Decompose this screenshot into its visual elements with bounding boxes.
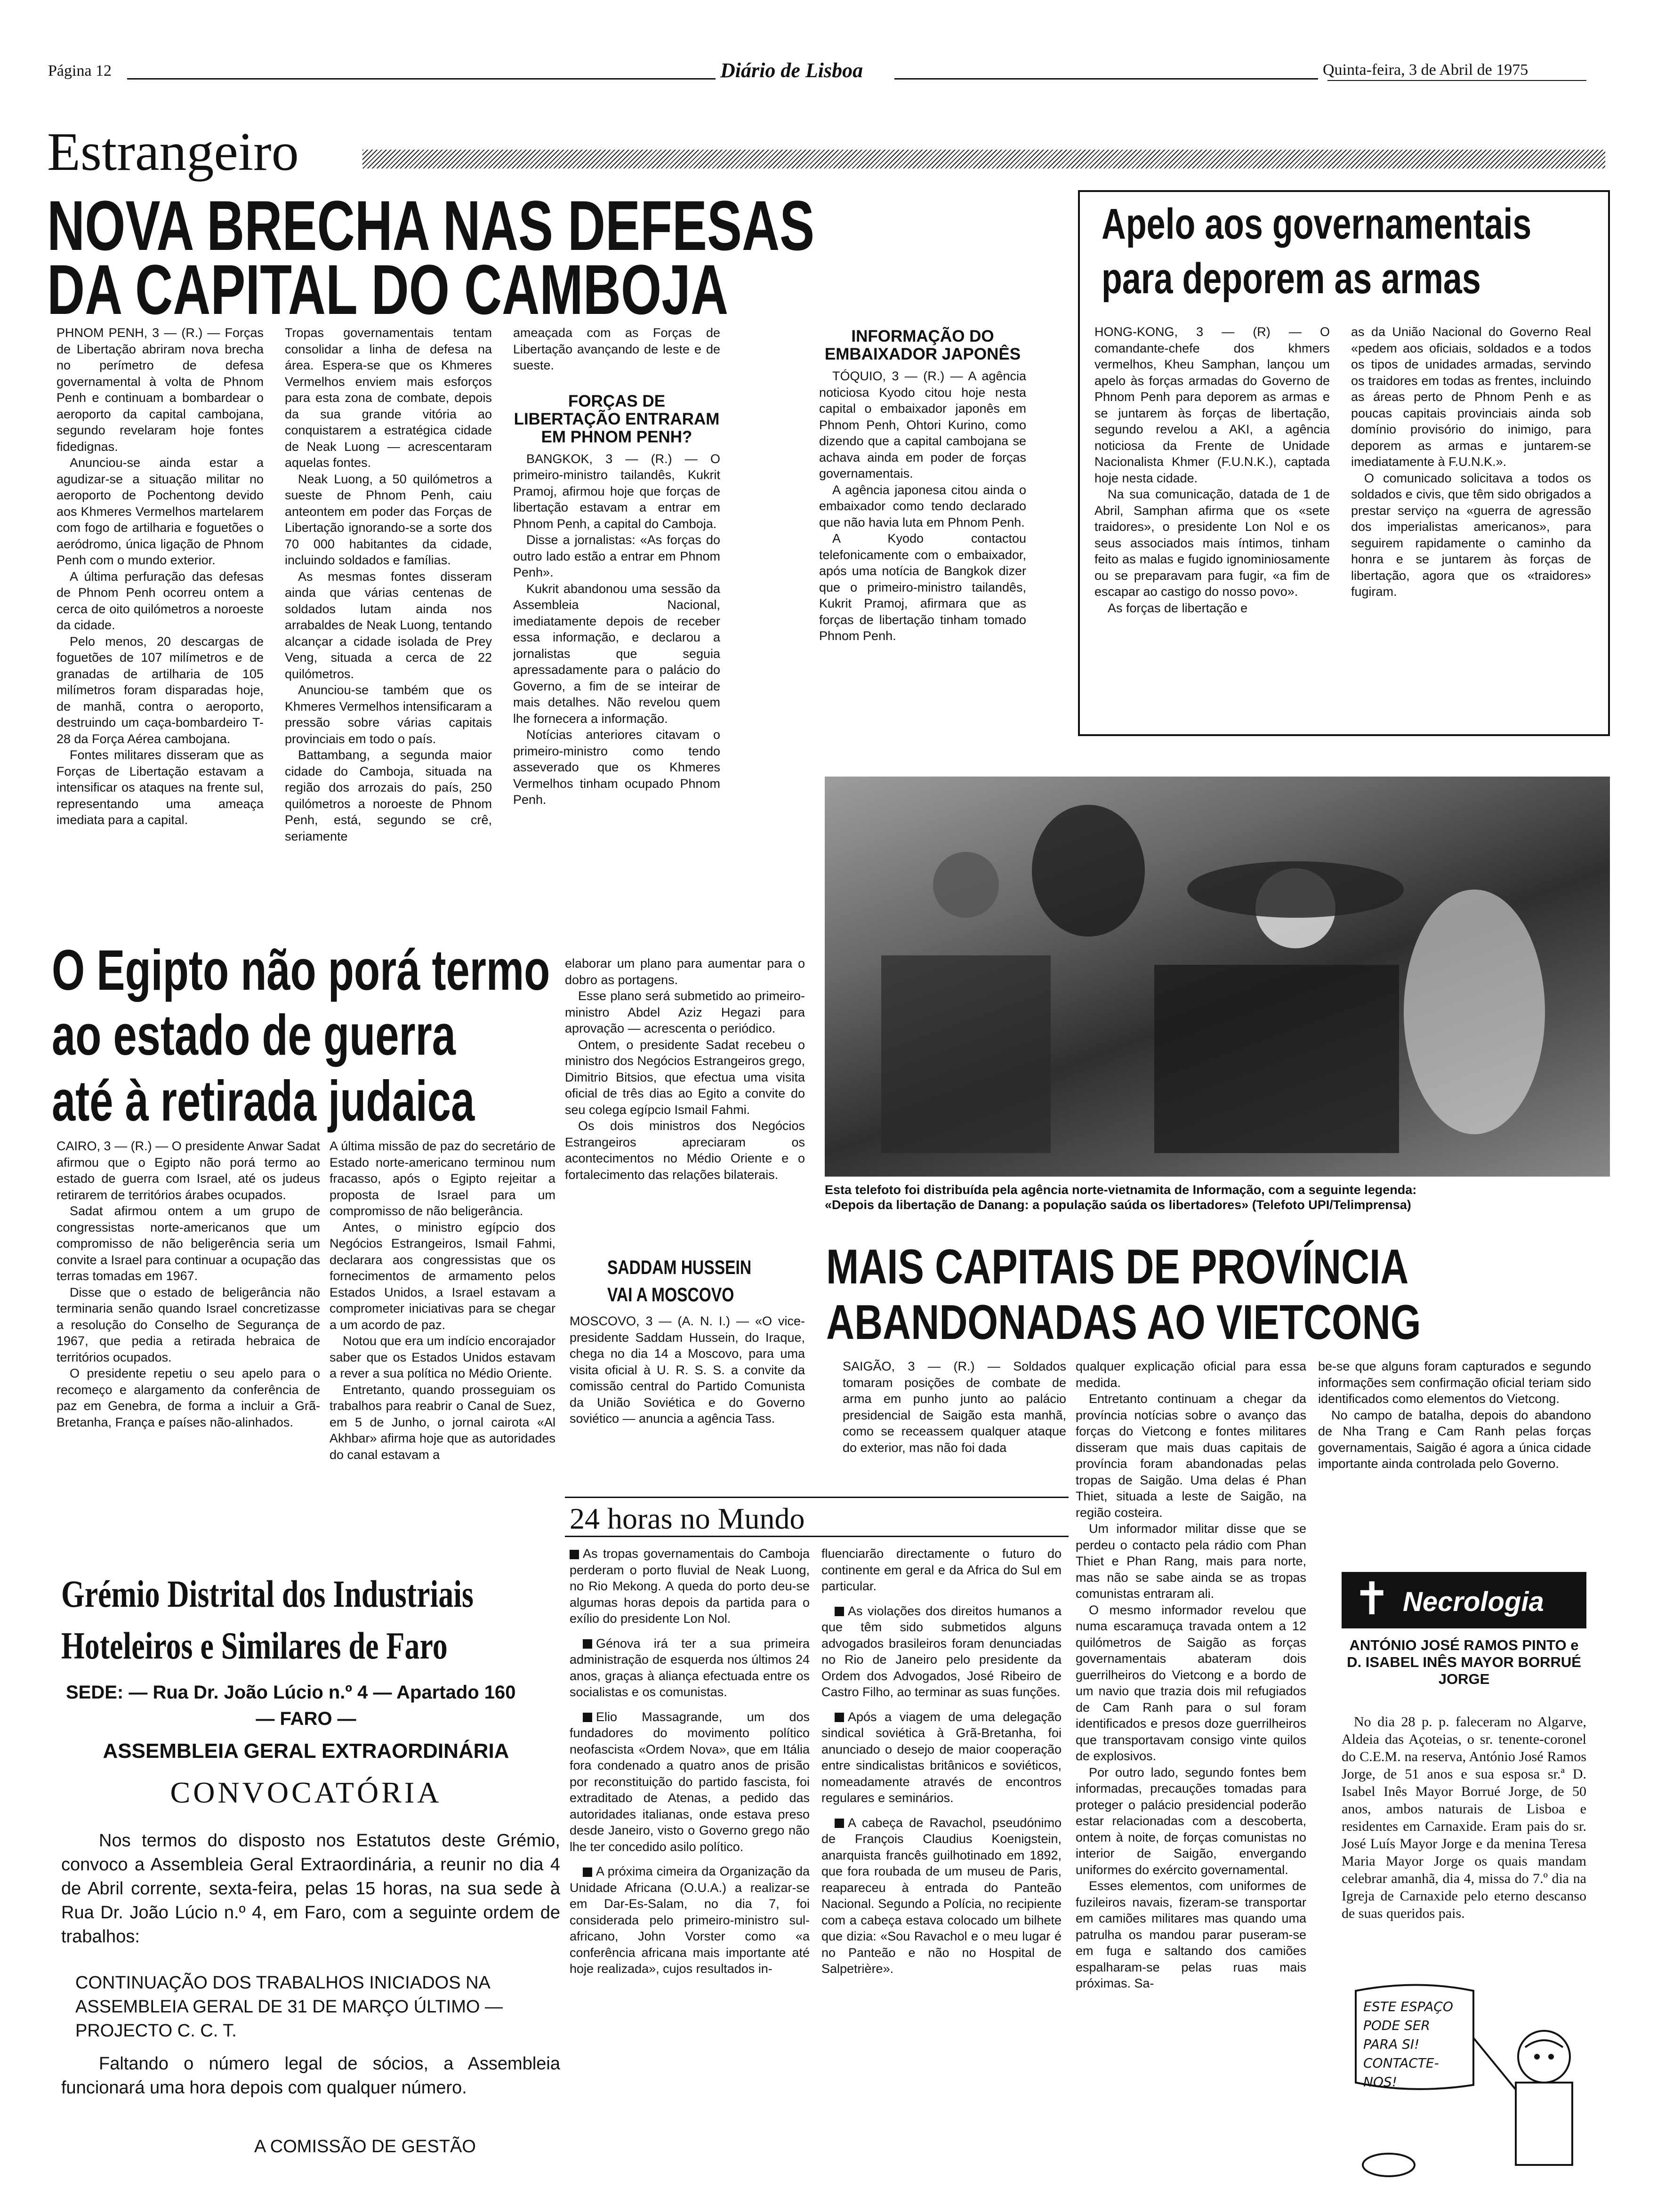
advert-cartoon — [1346, 1977, 1586, 2184]
cartoon-text: ESTE ESPAÇO PODE SER PARA SI! CONTACTE-NOS! — [1363, 1999, 1453, 2090]
gremio-paragraph-1: Nos termos do disposto nos Estatutos deste Grémio, convoco a Assembleia Geral Extraordinária, a reunir no dia 4 de Abril corrente, sexta-feira, pelas 15 horas, na sua sede à Rua Dr. João Lúcio n.º 4, em Faro, com a seguinte ordem de trabalhos: — [61, 1831, 560, 1947]
necrologia-label: Necrologia — [1403, 1587, 1544, 1617]
apelo-column-1: HONG-KONG, 3 — (R) — O comandante-chefe dos khmers vermelhos, Kheu Samphan, lançou um apelo às forças armadas do Governo de Phnom Penh para deporem as armas e se juntarem às forças de libertação, segundo revelou a AKI, a agência noticiosa da Frente de Unidade Nacionalista Khmer (F.U.N.K.), captada hoje nesta cidade. Na sua comunicação, datada de 1 de Abril, Samphan afirma que os «sete traidores», o presidente Lon Nol e os seus associados mais íntimos, tinham feito as malas e fugido ignominiosamente ou se preparavam para fugir, «a fim de escapar ao castigo do nosso povo». As forças de libertação e — [1094, 325, 1330, 615]
bullet-icon — [583, 1713, 592, 1722]
bullet-icon — [583, 1867, 592, 1877]
egipto-column-2: A última missão de paz do secretário de Estado norte-americano terminou num fracasso, após o Egipto rejeitar a proposta de Israel para um compromisso de não beligerância. Antes, o ministro egípcio dos Negócios Estrangeiros, Ismail Fahmi, declarara aos congressistas que os fornecimentos de armamento pelos Estados Unidos, a Israel estavam a comprometer iniciativas para se chegar a um acordo de paz. Notou que era um indício encorajador saber que os Estados Unidos estavam a rever a sua política no Médio Oriente. Entretanto, quando prosseguiam os trabalhos para reabrir o Canal de Suez, em 5 de Junho, o jornal cairota «Al Akhbar» afirma hoje que as autoridades do canal estavam a — [330, 1139, 555, 1462]
lead-headline-1: NOVA BRECHA NAS DEFESAS — [47, 186, 815, 265]
lead-column-4: INFORMAÇÃO DO EMBAIXADOR JAPONÊS TÓQUIO, 3 — (R.) — A agência noticiosa Kyodo citou hoje nesta capital o embaixador japonês em Phnom Penh, Ohtori Kurino, como dizendo que a capital cambojana se achava ainda em poder de forças governamentais. A agência japonesa citou ainda o embaixador como tendo declarado que não havia luta em Phnom Penh. A Kyodo contactou telefonicamente com o embaixador, após uma notícia de Bangkok dizer que o primeiro-ministro tailandês, Kukrit Pramoj, afirmara que as forças de libertação tinham tomado Phnom Penh. — [819, 327, 1026, 643]
necrologia-names: ANTÓNIO JOSÉ RAMOS PINTO e D. ISABEL INÊS MAYOR BORRUÉ JORGE — [1347, 1637, 1581, 1687]
masthead-rule-right — [894, 78, 1318, 80]
bullet-icon — [835, 1713, 844, 1722]
provincia-headline-2: ABANDONADAS AO VIETCONG — [826, 1295, 1421, 1350]
gremio-title-2: Hoteleiros e Similares de Faro — [61, 1624, 448, 1667]
necrologia-body: No dia 28 p. p. faleceram no Algarve, Aldeia das Açoteias, o sr. tenente-coronel do C.E.M. na reserva, António José Ramos Jorge, de 51 anos e sua esposa sr.ª D. Isabel Inês Mayor Borrué Jorge, de 50 anos, ambos naturais de Lisboa e residentes em Carnaxide. Eram pais do sr. José Luís Mayor Jorge e da menina Teresa Maria Mayor Jorge os quais mandam celebrar amanhã, dia 4, missa do 7.º dia na Igreja de Carnaxide pelo eterno descanso de suas queridos pais. — [1342, 1714, 1586, 1921]
apelo-headline-2: para deporem as armas — [1102, 255, 1481, 303]
page-number: Página 12 — [48, 62, 112, 80]
newspaper-title: Diário de Lisboa — [720, 59, 863, 82]
gremio-convocatoria: CONVOCATÓRIA — [170, 1776, 442, 1809]
photo-figures — [825, 777, 1610, 1177]
horas-title: 24 horas no Mundo — [570, 1502, 805, 1535]
section-hatch-bar — [362, 150, 1605, 168]
section-title: Estrangeiro — [47, 122, 299, 182]
gremio-paragraph-2: CONTINUAÇÃO DOS TRABALHOS INICIADOS NA ASSEMBLEIA GERAL DE 31 DE MARÇO ÚLTIMO — PROJECTO C. C. T. — [75, 1973, 503, 2041]
horas-column-2: fluenciarão directamente o futuro do continente em geral e da Africa do Sul em particular. As violações dos direitos humanos a que têm sido submetidos alguns advogados brasileiros foram denunciadas no Rio de Janeiro pelo presidente da Ordem dos Advogados, José Ribeiro de Castro Filho, ao terminar as suas funções. Após a viagem de uma delegação sindical soviética à Grã-Bretanha, foi anunciado o desejo de maior cooperação entre sindicalistas britânicos e soviéticos, nomeadamente através de encontros regulares e seminários. A cabeça de Ravachol, pseudónimo de François Claudius Koenigstein, anarquista francês guilhotinado em 1892, que fora roubada de um museu de Paris, reapareceu à entrada do Panteão Nacional. Segundo a Polícia, no recipiente com a cabeça estava colocado um bilhete que dizia: «Sou Ravachol e o meu lugar é no Panteão e não no Hospital de Salpetrière». — [821, 1547, 1062, 1976]
provincia-column-3-top: be-se que alguns foram capturados e segundo informações sem confirmação oficial teriam sido identificados como elementos do Vietcong. No campo de batalha, depois do abandono de Nha Trang e Cam Ranh pelas forças governamentais, Saigão é agora a única cidade importante ainda controlada pelo Governo. — [1318, 1359, 1591, 1471]
provincia-column-2: qualquer explicação oficial para essa medida. Entretanto continuam a chegar da província notícias sobre o avanço das forças do Vietcong e fontes militares disseram que mais duas capitais de província foram abandonadas pelas tropas de Saigão. Uma delas é Phan Thiet, situada a leste de Saigão, na região costeira. Um informador militar disse que se perdeu o contacto pela rádio com Phan Thiet e Phan Rang, mais para norte, mas não se sabe ainda se as tropas comunistas entraram ali. O mesmo informador revelou que numa escaramuça travada ontem a 12 quilómetros de Saigão as forças governamentais abateram dois guerrilheiros do Vietcong e a bordo de um navio que trazia dois mil refugiados de Cam Ranh para o sul foram identificados e presos doze guerrilheiros que transportavam consigo vinte quilos de explosivos. Por outro lado, segundo fontes bem informadas, precauções tomadas para proteger o palácio presidencial poderão estar relacionadas com a descoberta, ontem à noite, de forças comunistas no interior de Saigão, envergando uniformes do exército governamental. Esses elementos, com uniformes de fuzileiros navais, fizeram-se transportar em camiões militares mas quando uma patrulha os mandou parar puseram-se em fuga e saltando dos camiões espalharam-se pelas ruas mais próximas. Sa- — [1076, 1359, 1306, 1990]
egipto-column-3: elaborar um plano para aumentar para o dobro as portagens. Esse plano será submetido ao primeiro-ministro Abdel Aziz Hegazi para aprovação — acrescenta o periódico. Ontem, o presidente Sadat recebeu o ministro dos Negócios Estrangeiros grego, Dimitrio Bitsios, que efectua uma visita oficial de três dias ao Egito a convite do seu colega egípcio Ismail Fahmi. Os dois ministros dos Negócios Estrangeiros apreciaram os acontecimentos no Médio Oriente e o fortalecimento das relações bilaterais. — [565, 956, 805, 1182]
necrologia-banner — [1342, 1572, 1586, 1628]
apelo-column-2: as da União Nacional do Governo Real «pedem aos oficiais, soldados e a todos os tipos de unidades armadas, servindo os traidores em todas as frentes, incluindo as áreas perto de Phnom Penh e as poucas capitais provinciais ainda sob domínio provisório do inimigo, para deporem as armas e juntarem-se imediatamente à F.U.N.K.». O comunicado solicitava a todos os soldados e civis, que têm sido obrigados a prestar serviço na «guerra de agressão dos imperialistas americanos», para seguirem rapidamente o caminho da honra e se juntarem às forças de libertação, agora que os «traidores» fugiram. — [1351, 325, 1591, 599]
masthead-rule-left — [127, 78, 716, 80]
saddam-headline-2: VAI A MOSCOVO — [607, 1283, 734, 1306]
provincia-headline-1: MAIS CAPITAIS DE PROVÍNCIA — [826, 1240, 1409, 1294]
lead-column-3: ameaçada com as Forças de Libertação avançando de leste e de sueste. FORÇAS DE LIBERTAÇÃO ENTRARAM EM PHNOM PENH? BANGKOK, 3 — (R.) — O primeiro-ministro tailandês, Kukrit Pramoj, afirmou hoje que forças de libertação estavam a entrar em Phnom Penh, a capital do Camboja. Disse a jornalistas: «As forças do outro lado estão a entrar em Phnom Penh». Kukrit abandonou uma sessão da Assembleia Nacional, imediatamente depois de receber essa informação, e declarou a jornalistas que seguia apressadamente para o palácio do Governo, a fim de se inteirar de mais detalhes. Não revelou quem lhe fornecera a informação. Notícias anteriores citavam o primeiro-ministro como tendo asseverado que os Khmeres Vermelhos tinham ocupado Phnom Penh. — [513, 326, 720, 807]
egipto-headline-2: ao estado de guerra — [52, 1003, 456, 1067]
photo-caption: Esta telefoto foi distribuída pela agência norte-vietnamita de Informação, com a seguinte legenda: «Depois da libertação de Danang: a população saúda os libertadores» (Telefoto UPI/Telimprensa) — [825, 1183, 1417, 1212]
gremio-ad — [52, 1572, 560, 2184]
col4-subhead: INFORMAÇÃO DO EMBAIXADOR JAPONÊS — [824, 327, 1021, 363]
gremio-faro: — FARO — — [256, 1708, 356, 1729]
gremio-title-1: Grémio Distrital dos Industriais — [61, 1572, 474, 1615]
date-underline — [1327, 80, 1586, 81]
provincia-column-1-top: SAIGÃO, 3 — (R.) — Soldados tomaram posições de combate de arma em punho junto ao palácio presidencial de Saigão esta manhã, como se receassem qualquer ataque do exterior, mas não foi dada — [843, 1359, 1066, 1455]
egipto-column-1: CAIRO, 3 — (R.) — O presidente Anwar Sadat afirmou que o Egipto não porá termo ao estado de guerra com Israel, até os judeus retirarem de territórios árabes ocupados. Sadat afirmou ontem a um grupo de congressistas norte-americanos que um compromisso de não beligerência seria um convite a Israel para continuar a ocupação das terras tomadas em 1967. Disse que o estado de beligerância não terminaria senão quando Israel concretizasse a resolução do Conselho de Segurança de 1967, que pedia a retirada hebraica de territórios ocupados. O presidente repetiu o seu apelo para o recomeço e alargamento da conferência de paz em Genebra, de forma a incluir a Grã-Bretanha, França e países não-alinhados. — [56, 1139, 320, 1429]
lead-column-1: PHNOM PENH, 3 — (R.) — Forças de Libertação abriram nova brecha no perímetro de defesa governamental à volta de Phnom Penh e continuam a bombardear o aeroporto da capital cambojana, segundo revelaram hoje fontes fidedignas. Anunciou-se ainda estar a agudizar-se a situação militar no aeroporto de Pochentong devido aos Khmeres Vermelhos martelarem com fogo de artilharia e foguetões o aeródromo, única ligação de Phnom Penh com o mundo exterior. A última perfuração das defesas de Phnom Penh ocorreu ontem a cerca de oito quilómetros a noroeste da cidade. Pelo menos, 20 descargas de foguetões de 107 milímetros e de granadas de artilharia de 105 milímetros foram disparadas hoje, de manhã, contra o aeroporto, destruindo um caça-bombardeiro T-28 da Força Aérea cambojana. Fontes militares disseram que as Forças de Libertação estavam a intensificar os ataques na frente sul, representando uma ameaça imediata para a capital. — [56, 326, 264, 827]
egipto-headline-3: até à retirada judaica — [52, 1069, 475, 1133]
bullet-icon — [570, 1550, 579, 1559]
saddam-headline-1: SADDAM HUSSEIN — [607, 1256, 752, 1278]
cross-icon: ✝ — [1353, 1574, 1391, 1624]
lead-headline-2: DA CAPITAL DO CAMBOJA — [47, 250, 729, 329]
news-photo — [825, 777, 1610, 1177]
saddam-body: MOSCOVO, 3 — (A. N. I.) — «O vice-presidente Saddam Hussein, do Iraque, chega no dia 14 a Moscovo, para uma visita oficial à U. R. S. S. a convite da comissão central do Partido Comunista da União Soviética e do Governo soviético — anuncia a agência Tass. — [570, 1314, 805, 1426]
gremio-signature: A COMISSÃO DE GESTÃO — [254, 2137, 476, 2156]
lead-column-2: Tropas governamentais tentam consolidar a linha de defesa na área. Espera-se que os Khmeres Vermelhos enviem mais esforços para esta zona de combate, depois da sua grande vitória ao conquistarem a estratégica cidade de Neak Luong — acrescentaram aquelas fontes. Neak Luong, a 50 quilómetros a sueste de Phnom Penh, caiu anteontem em poder das Forças de Libertação ignorando-se a sorte dos 70 000 habitantes da cidade, incluindo soldados e famílias. As mesmas fontes disseram ainda que várias centenas de soldados lutam ainda nos arrabaldes de Neak Luong, tentando alcançar a cidade isolada de Prey Veng, situada a cerca de 22 quilómetros. Anunciou-se também que os Khmeres Vermelhos intensificaram a pressão sobre várias capitais provinciais em todo o país. Battambang, a segunda maior cidade do Camboja, situada na região dos arrozais do país, 250 quilómetros a noroeste de Phnom Penh, está, segundo se crê, seriamente — [285, 326, 492, 843]
bullet-icon — [583, 1639, 592, 1649]
gremio-paragraph-3: Faltando o número legal de sócios, a Assembleia funcionará uma hora depois com qualquer número. — [61, 2054, 560, 2098]
bullet-icon — [835, 1607, 844, 1616]
egipto-headline-1: O Egipto não porá termo — [52, 938, 550, 1002]
bullet-icon — [835, 1819, 844, 1828]
horas-column-1: As tropas governamentais do Camboja perderam o porto fluvial de Neak Luong, no Rio Mekong. A queda do porto deu-se algumas horas depois da partida para o exílio do presidente Lon Nol. Génova irá ter a sua primeira administração de esquerda nos últimos 24 anos, graças à aliança efectuada entre os socialistas e os comunistas. Elio Massagrande, um dos fundadores do movimento político neofascista «Ordem Nova», que em Itália fora condenado a quatro anos de prisão por reconstituição do partido fascista, foi extraditado de Atenas, a pedido das autoridades italianas, onde estava preso desde Janeiro, visto o Governo grego não lhe ter concedido asilo político. A próxima cimeira da Organização da Unidade Africana (O.U.A.) a realizar-se em Dar-Es-Salam, no dia 7, foi considerada pelo primeiro-ministro sul-africano, John Vorster como «a conferência africana mais importante até hoje realizada», cujos resultados in- — [570, 1547, 810, 1976]
col3-subhead: FORÇAS DE LIBERTAÇÃO ENTRARAM EM PHNOM PENH? — [514, 392, 720, 446]
gremio-sede: SEDE: — Rua Dr. João Lúcio n.º 4 — Apartado 160 — [66, 1682, 516, 1703]
gremio-assembleia: ASSEMBLEIA GERAL EXTRAORDINÁRIA — [103, 1739, 509, 1763]
issue-date: Quinta-feira, 3 de Abril de 1975 — [1323, 61, 1528, 79]
apelo-headline-1: Apelo aos governamentais — [1102, 200, 1532, 248]
